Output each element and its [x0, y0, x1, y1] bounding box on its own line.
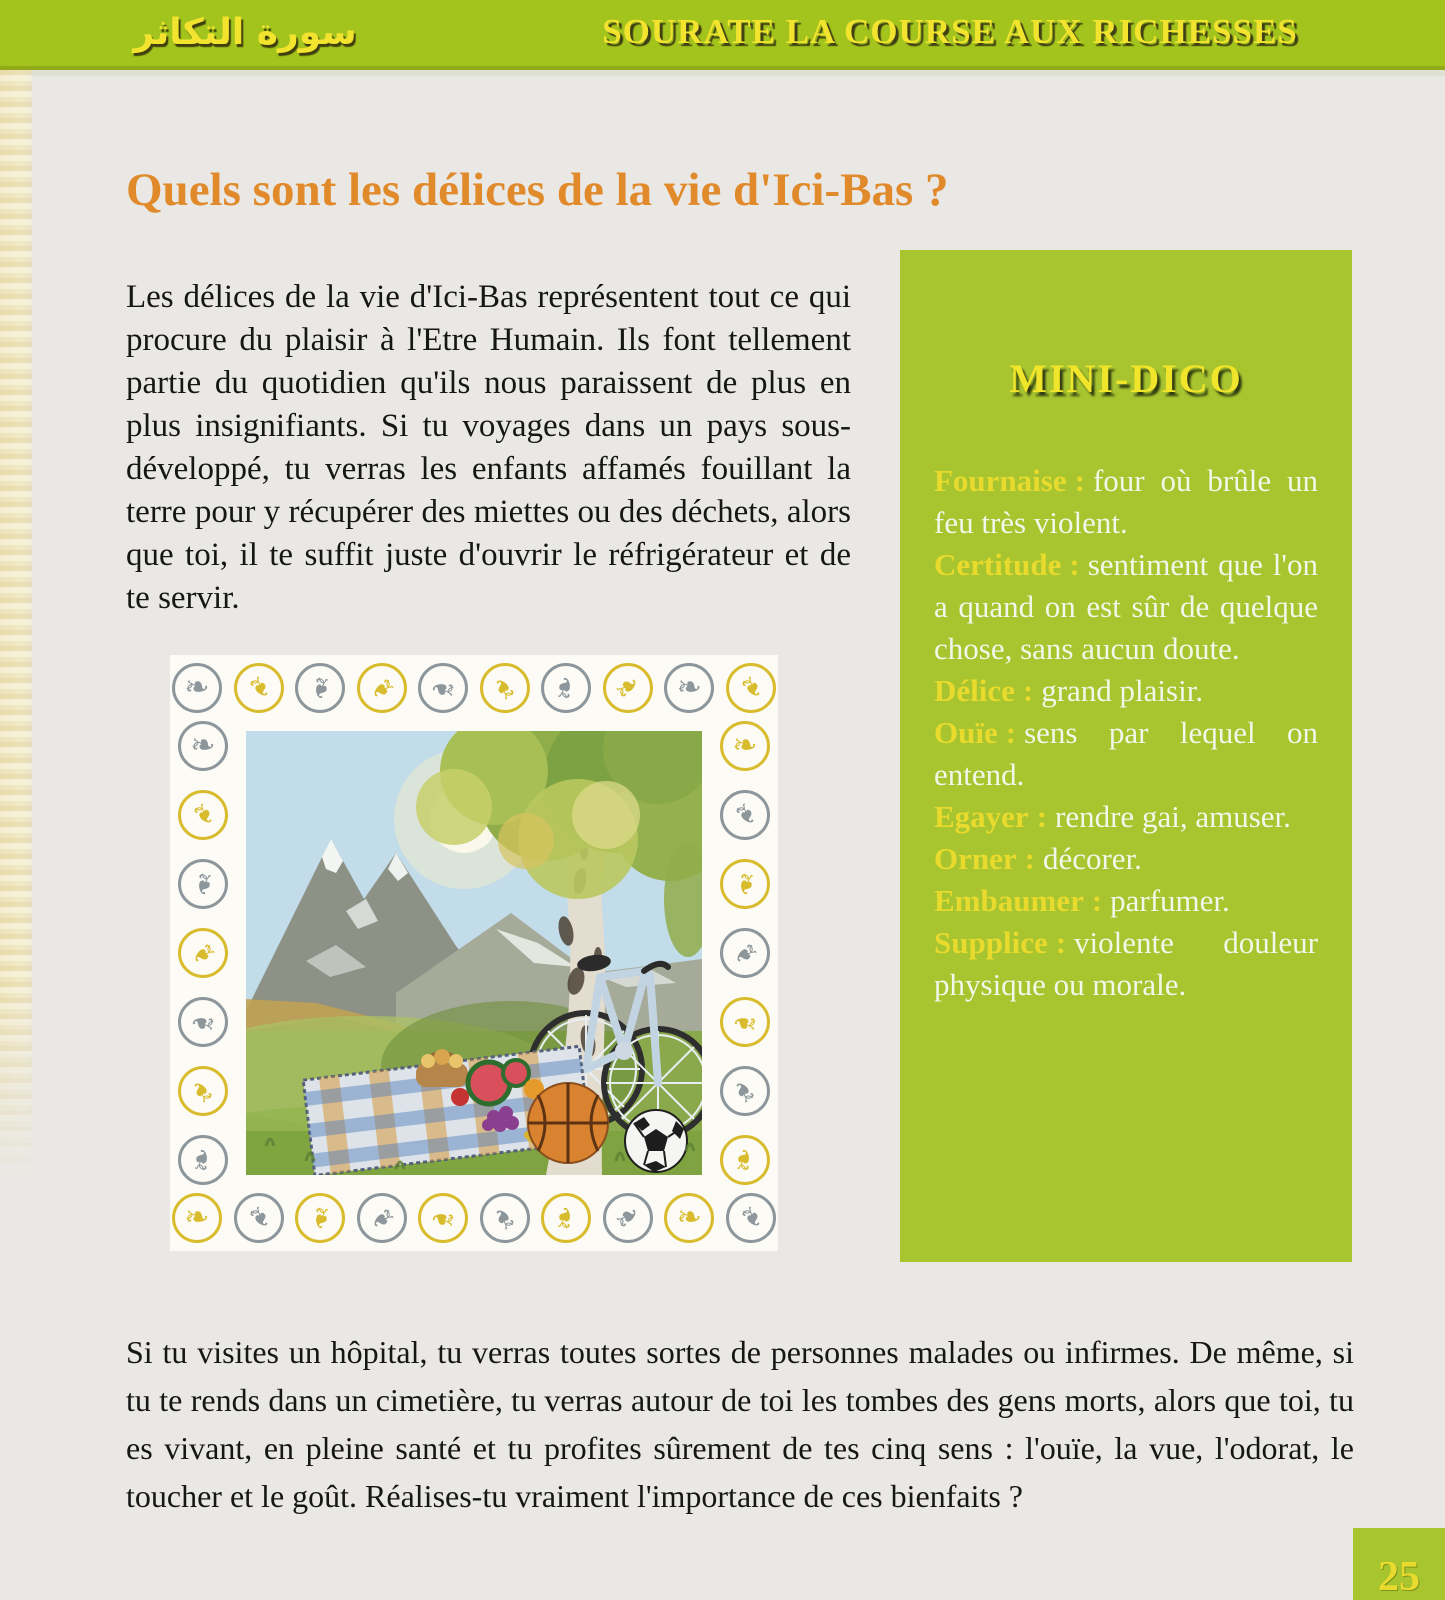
dico-separator: : [1024, 841, 1035, 876]
dico-definition: sens par lequel on entend. [934, 715, 1318, 792]
dico-definition: grand plaisir. [1041, 673, 1204, 708]
frame-ornaments-right [714, 721, 776, 1185]
ornament-medallion: ❧ [469, 1183, 540, 1254]
chapter-title: SOURATE LA COURSE AUX RICHESSES [602, 12, 1298, 51]
dico-separator: : [1036, 799, 1048, 834]
dico-term: Egayer [934, 799, 1029, 834]
dico-separator: : [1022, 673, 1034, 708]
dico-entry [934, 544, 1318, 670]
dico-separator: : [1091, 883, 1103, 918]
page-edge-fade [0, 981, 32, 1201]
basketball [528, 1083, 608, 1163]
frame-ornaments-top [172, 657, 776, 719]
dico-definition: rendre gai, amuser. [1055, 799, 1291, 834]
intro-paragraph: Les délices de la vie d'Ici-Bas représentent tout ce qui procure du plaisir à l'Etre Humain. Ils font tellement partie du quotidien qu'ils nous paraissent de plus en plus insignifiants. Si tu voyages dans un pays sous-développé, tu verras les enfants affamés fouillant la terre pour y récupérer des miettes ou des déchets, alors que toi, il te suffit juste d'ouvrir le réfrigérateur et de te servir. [126, 279, 851, 616]
dico-term: Embaumer [934, 883, 1084, 918]
picnic-photo [246, 731, 702, 1175]
dico-separator: : [1005, 715, 1017, 750]
mini-dico-entries [934, 460, 1318, 1006]
soccer-ball [625, 1110, 687, 1172]
ornament-medallion: ❧ [720, 721, 770, 771]
dico-term: Orner [934, 841, 1017, 876]
ornament-medallion: ❧ [418, 1193, 468, 1243]
chapter-header-bar [0, 0, 1445, 70]
page-edge-texture [0, 70, 32, 1200]
ornament-medallion: ❧ [710, 780, 781, 851]
dico-entry [934, 460, 1318, 544]
ornament-medallion: ❧ [178, 997, 228, 1047]
dico-definition: four où brûle un feu très violent. [934, 463, 1318, 540]
ornament-medallion: ❧ [664, 1193, 714, 1243]
frame-ornaments-bottom [172, 1187, 776, 1249]
ornament-medallion: ❧ [295, 663, 345, 713]
dico-entry [934, 712, 1318, 796]
dico-separator: : [1055, 925, 1067, 960]
ornament-medallion: ❧ [172, 663, 222, 713]
dico-term: Supplice [934, 925, 1048, 960]
mini-dico-title: MINI-DICO [1009, 356, 1243, 401]
dico-definition: sentiment que l'on a quand on est sûr de quelque chose, sans aucun doute. [934, 547, 1318, 666]
page-title: Quels sont les délices de la vie d'Ici-Bas ? [126, 164, 949, 217]
ornament-medallion: ❧ [720, 859, 770, 909]
ornament-medallion: ❧ [346, 1183, 417, 1254]
ornament-medallion: ❧ [168, 918, 239, 989]
illustration-frame [170, 655, 778, 1251]
ornament-medallion: ❧ [541, 1193, 591, 1243]
ornament-medallion: ❧ [720, 997, 770, 1047]
ornament-medallion: ❧ [178, 721, 228, 771]
dico-entry [934, 838, 1318, 880]
mini-dico-box [900, 250, 1352, 1262]
ornament-medallion: ❧ [223, 1183, 294, 1254]
dico-entry [934, 922, 1318, 1006]
dico-definition: parfumer. [1110, 883, 1230, 918]
dico-separator: : [1074, 463, 1085, 498]
dico-definition: violente douleur physique ou morale. [934, 925, 1318, 1002]
ornament-medallion: ❧ [592, 653, 663, 724]
ornament-medallion: ❧ [720, 1135, 770, 1185]
dico-term: Fournaise [934, 463, 1067, 498]
dico-entry [934, 796, 1318, 838]
ornament-medallion: ❧ [592, 1183, 663, 1254]
ornament-medallion: ❧ [541, 663, 591, 713]
chapter-title-arabic: سورة التكاثر [133, 12, 357, 53]
dico-entry [934, 670, 1318, 712]
page-number: 25 [1378, 1554, 1420, 1600]
closing-paragraph: Si tu visites un hôpital, tu verras toutes sortes de personnes malades ou infirmes. De même, si tu te rends dans un cimetière, tu verras autour de toi les tombes des gens morts, alors que toi, tu es vivant, en pleine santé et tu profites sûrement de tes cinq sens : l'ouïe, la vue, l'odorat, le toucher et le goût. Réalises-tu vraiment l'importance de ces bienfaits ? [126, 1334, 1354, 1514]
ornament-medallion: ❧ [664, 663, 714, 713]
dico-separator: : [1069, 547, 1080, 582]
ornament-medallion: ❧ [168, 780, 239, 851]
ornament-medallion: ❧ [178, 1135, 228, 1185]
picnic-scene-illustration [246, 731, 702, 1175]
ornament-medallion: ❧ [418, 663, 468, 713]
dico-definition: décorer. [1042, 841, 1142, 876]
ornament-medallion: ❧ [168, 1056, 239, 1127]
ornament-medallion: ❧ [295, 1193, 345, 1243]
ornament-medallion: ❧ [710, 918, 781, 989]
dico-term: Délice [934, 673, 1015, 708]
ornament-medallion: ❧ [716, 1183, 787, 1254]
dico-term: Certitude [934, 547, 1062, 582]
dico-term: Ouïe [934, 715, 998, 750]
ornament-medallion: ❧ [469, 653, 540, 724]
ornament-medallion: ❧ [172, 1193, 222, 1243]
dico-entry [934, 880, 1318, 922]
ornament-medallion: ❧ [716, 653, 787, 724]
frame-ornaments-left [172, 721, 234, 1185]
ornament-medallion: ❧ [178, 859, 228, 909]
ornament-medallion: ❧ [346, 653, 417, 724]
ornament-medallion: ❧ [710, 1056, 781, 1127]
page-number-box [1353, 1528, 1445, 1600]
ornament-medallion: ❧ [223, 653, 294, 724]
